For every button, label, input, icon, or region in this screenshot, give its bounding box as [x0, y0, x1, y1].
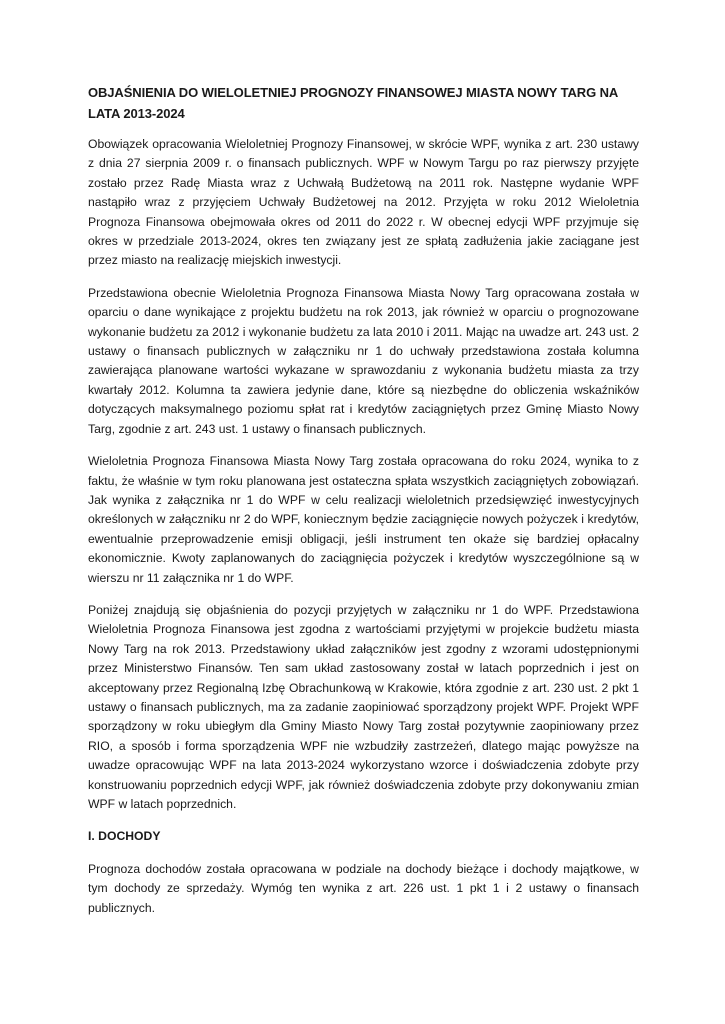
paragraph-explanations: Poniżej znajdują się objaśnienia do pozycji przyjętych w załączniku nr 1 do WPF. Przedstawiona Wieloletnia Prognoza Finansowa jest zgodna z wartościami przyjętymi w projekcie budżetu miasta Nowy Targ na rok 2013. Przedstawiony układ załączników jest zgodny z wzorami udostępnionymi przez Ministerstwo Finansów. Ten sam układ zastosowany został w latach poprzednich i jest on akceptowany przez Regionalną Izbę Obrachunkową w Krakowie, która zgodnie z art. 230 ust. 2 pkt 1 ustawy o finansach publicznych, ma za zadanie zaopiniować sporządzony projekt WPF. Projekt WPF sporządzony w roku ubiegłym dla Gminy Miasto Nowy Targ został pozytywnie zaopiniowany przez RIO, a sposób i forma sporządzenia WPF nie wzbudziły zastrzeżeń, dlatego mając powyższe na uwadze opracowując WPF na lata 2013-2024 wykorzystano wzorce i doświadczenia zdobyte przy konstruowaniu poprzednich edycji WPF, jak również doświadczenia zdobyte przy dokonywaniu zmian WPF w latach poprzednich.: [88, 602, 639, 811]
document-title: OBJAŚNIENIA DO WIELOLETNIEJ PROGNOZY FINANSOWEJ MIASTA NOWY TARG NA LATA 2013-2024: [88, 85, 618, 121]
paragraph-intro: Obowiązek opracowania Wieloletniej Prognozy Finansowej, w skrócie WPF, wynika z art. 230 ustawy z dnia 27 sierpnia 2009 r. o finansach publicznych. WPF w Nowym Targu po raz pierwszy przyjęte zostało przez Radę Miasta wraz z Uchwałą Budżetową na 2011 rok. Następne wydanie WPF nastąpiło wraz z przyjęciem Uchwały Budżetowej na 2012. Przyjęta w roku 2012 Wieloletnia Prognoza Finansowa obejmowała okres od 2011 do 2022 r. W obecnej edycji WPF przyjmuje się okres w przedziale 2013-2024, okres ten związany jest ze spłatą zadłużenia jakie zaciągane jest przez miasto na realizację miejskich inwestycji.: [88, 137, 639, 268]
section-heading-dochody: I. DOCHODY: [88, 829, 161, 844]
paragraph-dochody: Prognoza dochodów została opracowana w podziale na dochody bieżące i dochody majątkowe, w tym dochody ze sprzedaży. Wymóg ten wynika z art. 226 ust. 1 pkt 1 i 2 ustawy o finansach publicznych.: [88, 861, 639, 915]
paragraph-horizon: Wieloletnia Prognoza Finansowa Miasta Nowy Targ została opracowana do roku 2024, wynika to z faktu, że właśnie w tym roku planowana jest ostateczna spłata wszystkich zaciągniętych zobowiązań. Jak wynika z załącznika nr 1 do WPF w celu realizacji wieloletnich przedsięwzięć inwestycyjnych określonych w załączniku nr 2 do WPF, koniecznym będzie zaciągnięcie nowych pożyczek i kredytów, ewentualnie przeprowadzenie emisji obligacji, jeśli instrument ten okaże się bardziej opłacalny ekonomicznie. Kwoty zaplanowanych do zaciągnięcia pożyczek i kredytów wyszczególnione są w wierszu nr 11 załącznika nr 1 do WPF.: [88, 454, 639, 585]
paragraph-basis: Przedstawiona obecnie Wieloletnia Prognoza Finansowa Miasta Nowy Targ opracowana została w oparciu o dane wynikające z projektu budżetu na rok 2013, jak również w oparciu o prognozowane wykonanie budżetu za 2012 i wykonanie budżetu za lata 2010 i 2011. Mając na uwadze art. 243 ust. 2 ustawy o finansach publicznych w załączniku nr 1 do uchwały przedstawiona została kolumna zawierająca planowane wartości wykazane w sprawozdaniu z wykonania budżetu miasta za trzy kwartały 2012. Kolumna ta zawiera jedynie dane, które są niezbędne do obliczenia wskaźników dotyczących maksymalnego poziomu spłat rat i kredytów zaciągniętych przez Gminę Miasto Nowy Targ, zgodnie z art. 243 ust. 1 ustawy o finansach publicznych.: [88, 285, 639, 436]
document-page: [88, 82, 639, 931]
